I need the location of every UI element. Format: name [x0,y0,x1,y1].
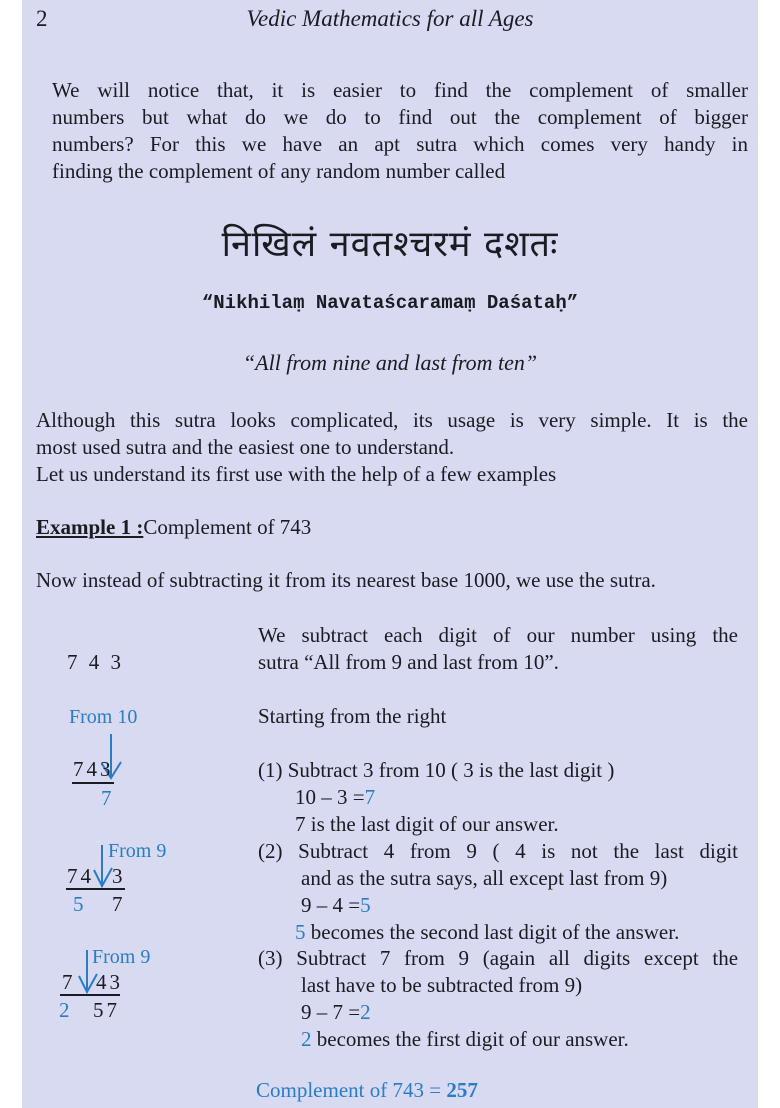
diagram1-result: 7 [101,786,112,810]
intro-line: numbers but what do we do to find out the complement of bigger [52,105,748,129]
diagram2-result-blue: 5 [73,892,84,916]
example-number: 7 4 3 [67,650,124,674]
step-line: Subtract 3 from 10 ( 3 is the last digit ) [287,758,615,782]
diagram1-digits: 743 [73,757,114,781]
diagram1-underline [72,782,114,784]
step-equation-result: 2 [360,1000,371,1024]
diagram3-digits-left: 7 [62,970,76,994]
diagram2-arrow-head-icon [92,866,114,888]
step-conclusion: 7 is the last digit of our answer. [295,812,559,836]
diagram2-digits-right: 3 [112,864,126,888]
usage-line: most used sutra and the easiest one to understand. [36,435,455,459]
step-conclusion-digit: 5 [295,920,306,944]
diagram3-digits-right: 43 [96,970,123,994]
usage-line: Let us understand its first use with the help of a few examples [36,462,557,486]
explanation-line: sutra “All from 9 and last from 10”. [258,650,559,674]
example-title: Complement of 743 [143,515,312,539]
step-conclusion-digit: 2 [301,1027,312,1051]
page-number: 2 [36,6,48,31]
sutra-transliteration: “Nikhilaṃ Navataścaramaṃ Daśataḥ” [201,292,579,314]
step-number: (1) [258,758,283,782]
step-equation: 9 – 4 = [301,893,361,917]
diagram2-underline [66,888,125,890]
step-line: Subtract 4 from 9 ( 4 is not the last digit [298,839,738,863]
step-equation-result: 5 [360,893,371,917]
step-conclusion: becomes the first digit of our answer. [311,1027,629,1051]
diagram3-from-label: From 9 [92,946,151,968]
step-1 [258,757,614,838]
diagram2-digits-left: 74 [67,864,94,888]
start-line: Starting from the right [258,704,447,728]
step-3 [258,945,738,1053]
book-page [22,0,758,1108]
step-number: (2) [258,839,283,863]
step-equation-result: 7 [364,785,376,809]
example-label: Example 1 : [36,515,144,539]
sutra-translation: “All from nine and last from ten” [242,350,538,375]
explanation-block [258,622,738,676]
final-value: 257 [446,1078,478,1102]
explanation-line: We subtract each digit of our number using the [258,623,738,647]
running-title: Vedic Mathematics for all Ages [246,6,534,31]
instead-line: Now instead of subtracting it from its nearest base 1000, we use the sutra. [36,568,656,592]
step-number: (3) [258,946,283,970]
step-equation: 10 – 3 = [295,785,365,809]
intro-paragraph [36,77,748,185]
step-conclusion: becomes the second last digit of the answer. [305,920,680,944]
final-result [256,1078,478,1103]
usage-paragraph [36,407,748,488]
diagram1-from-label: From 10 [69,706,138,728]
diagram2-from-label: From 9 [108,840,167,862]
step-2 [258,838,738,946]
usage-line: Although this sutra looks complicated, its usage is very simple. It is the [36,408,748,432]
diagram3-underline [60,994,120,996]
diagram3-result-black: 57 [93,998,120,1022]
intro-line: finding the complement of any random number called [52,159,506,183]
intro-line: numbers? For this we have an apt sutra which comes very handy in [52,132,748,156]
example-heading [36,515,311,540]
diagram3-result-blue: 2 [59,998,70,1022]
step-equation: 9 – 7 = [301,1000,361,1024]
intro-line: We will notice that, it is easier to find the complement of smaller [52,78,748,102]
sutra-sanskrit: निखिलं नवतश्चरमं दशतः [221,224,559,265]
diagram2-result-black: 7 [112,892,123,916]
step-line: last have to be subtracted from 9) [301,973,583,997]
final-label: Complement of 743 = [256,1078,447,1102]
step-line: Subtract 7 from 9 (again all digits except the [296,946,739,970]
step-line: and as the sutra says, all except last from 9) [301,866,668,890]
